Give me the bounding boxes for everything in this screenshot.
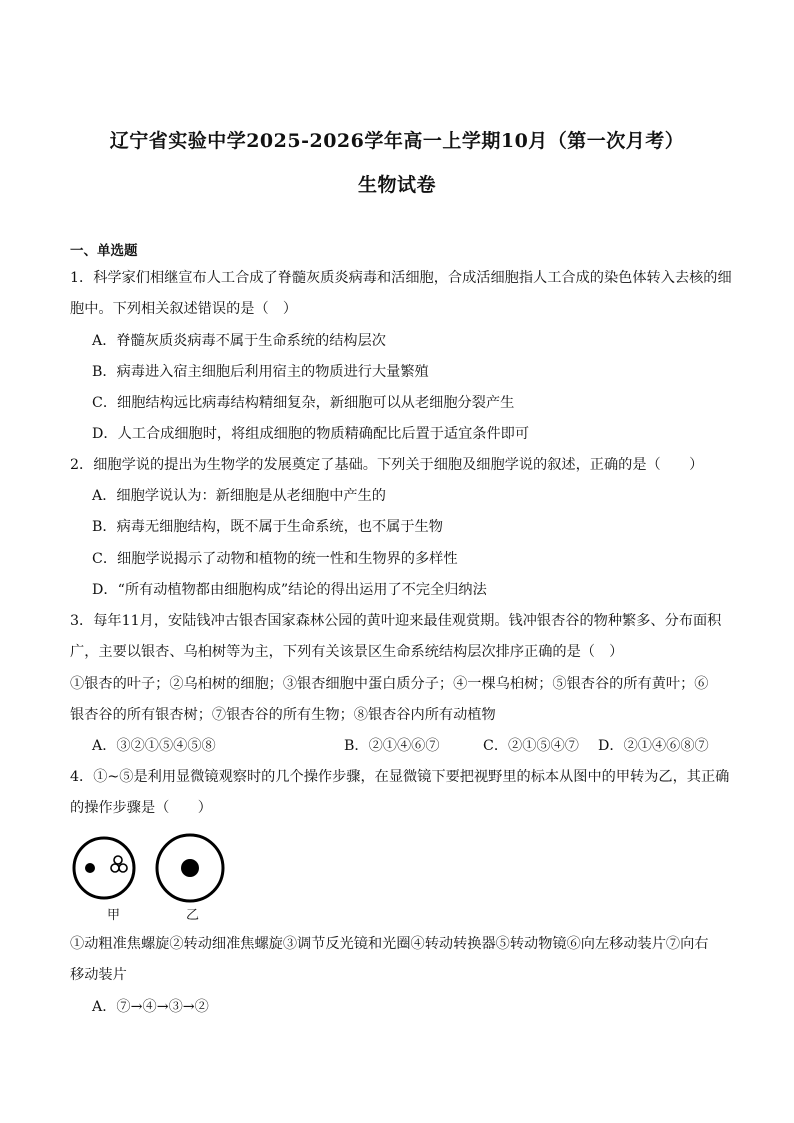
q1-option-d: D．人工合成细胞时，将组成细胞的物质精确配比后置于适宜条件即可	[92, 426, 530, 442]
q1-option-b: B．病毒进入宿主细胞后利用宿主的物质进行大量繁殖	[92, 364, 429, 380]
figure-label-yi: 乙	[186, 908, 200, 923]
q3-option-a: A．③②①⑤④⑤⑧	[92, 738, 216, 754]
q4-stem-line1: 4．①~⑤是利用显微镜观察时的几个操作步骤，在显微镜下要把视野里的标本从图中的甲转为乙，其正确	[70, 769, 730, 785]
figure-label-jia: 甲	[107, 908, 121, 923]
q4-option-a: A．⑦→④→③→②	[92, 999, 209, 1015]
q2-option-d: D．“所有动植物都由细胞构成”结论的得出运用了不完全归纳法	[92, 582, 487, 598]
q4-steps-line1: ①动粗准焦螺旋②转动细准焦螺旋③调节反光镜和光圈④转动转换器⑤转动物镜⑥向左移动装片⑦向右	[70, 936, 709, 952]
q1-option-c: C．细胞结构远比病毒结构精细复杂，新细胞可以从老细胞分裂产生	[92, 395, 515, 411]
q4-stem-line2: 的操作步骤是（ ）	[70, 800, 212, 816]
q3-items-line1: ①银杏的叶子；②乌桕树的细胞；③银杏细胞中蛋白质分子；④一棵乌桕树；⑤银杏谷的所有黄叶；⑥	[70, 676, 709, 692]
q2-option-b: B．病毒无细胞结构，既不属于生命系统，也不属于生物	[92, 519, 443, 535]
q3-stem-line1: 3．每年11月，安陆钱冲古银杏国家森林公园的黄叶迎来最佳观赏期。钱冲银杏谷的物种繁多、分布面积	[70, 613, 722, 629]
q3-option-c: C．②①⑤④⑦	[483, 738, 579, 754]
section-heading: 一、单选题	[70, 243, 138, 259]
q2-stem: 2．细胞学说的提出为生物学的发展奠定了基础。下列关于细胞及细胞学说的叙述，正确的是（ ）	[70, 457, 704, 473]
exam-title: 辽宁省实验中学2025-2026学年高一上学期10月（第一次月考）	[109, 130, 685, 152]
q3-items-line2: 银杏谷的所有银杏树；⑦银杏谷的所有生物；⑧银杏谷内所有动植物	[70, 707, 496, 723]
field-yi-circle	[157, 835, 223, 901]
field-jia-circle	[74, 838, 134, 898]
q1-stem-line1: 1．科学家们相继宣布人工合成了脊髓灰质炎病毒和活细胞，合成活细胞指人工合成的染色体转入去核的细	[70, 270, 732, 286]
q4-steps-line2: 移动装片	[70, 967, 127, 983]
q3-stem-line2: 广，主要以银杏、乌桕树等为主，下列有关该景区生命系统结构层次排序正确的是（ ）	[70, 644, 624, 660]
microscope-fields-svg	[70, 828, 240, 928]
q1-option-a: A．脊髓灰质炎病毒不属于生命系统的结构层次	[92, 333, 386, 349]
q2-option-a: A．细胞学说认为：新细胞是从老细胞中产生的	[92, 488, 386, 504]
q1-stem-line2: 胞中。下列相关叙述错误的是（ ）	[70, 301, 298, 317]
q2-option-c: C．细胞学说揭示了动物和植物的统一性和生物界的多样性	[92, 551, 458, 567]
microscope-field-figure	[70, 828, 240, 928]
q3-option-d: D．②①④⑥⑧⑦	[598, 738, 709, 754]
exam-subtitle: 生物试卷	[357, 174, 436, 196]
q3-option-b: B．②①④⑥⑦	[344, 738, 440, 754]
